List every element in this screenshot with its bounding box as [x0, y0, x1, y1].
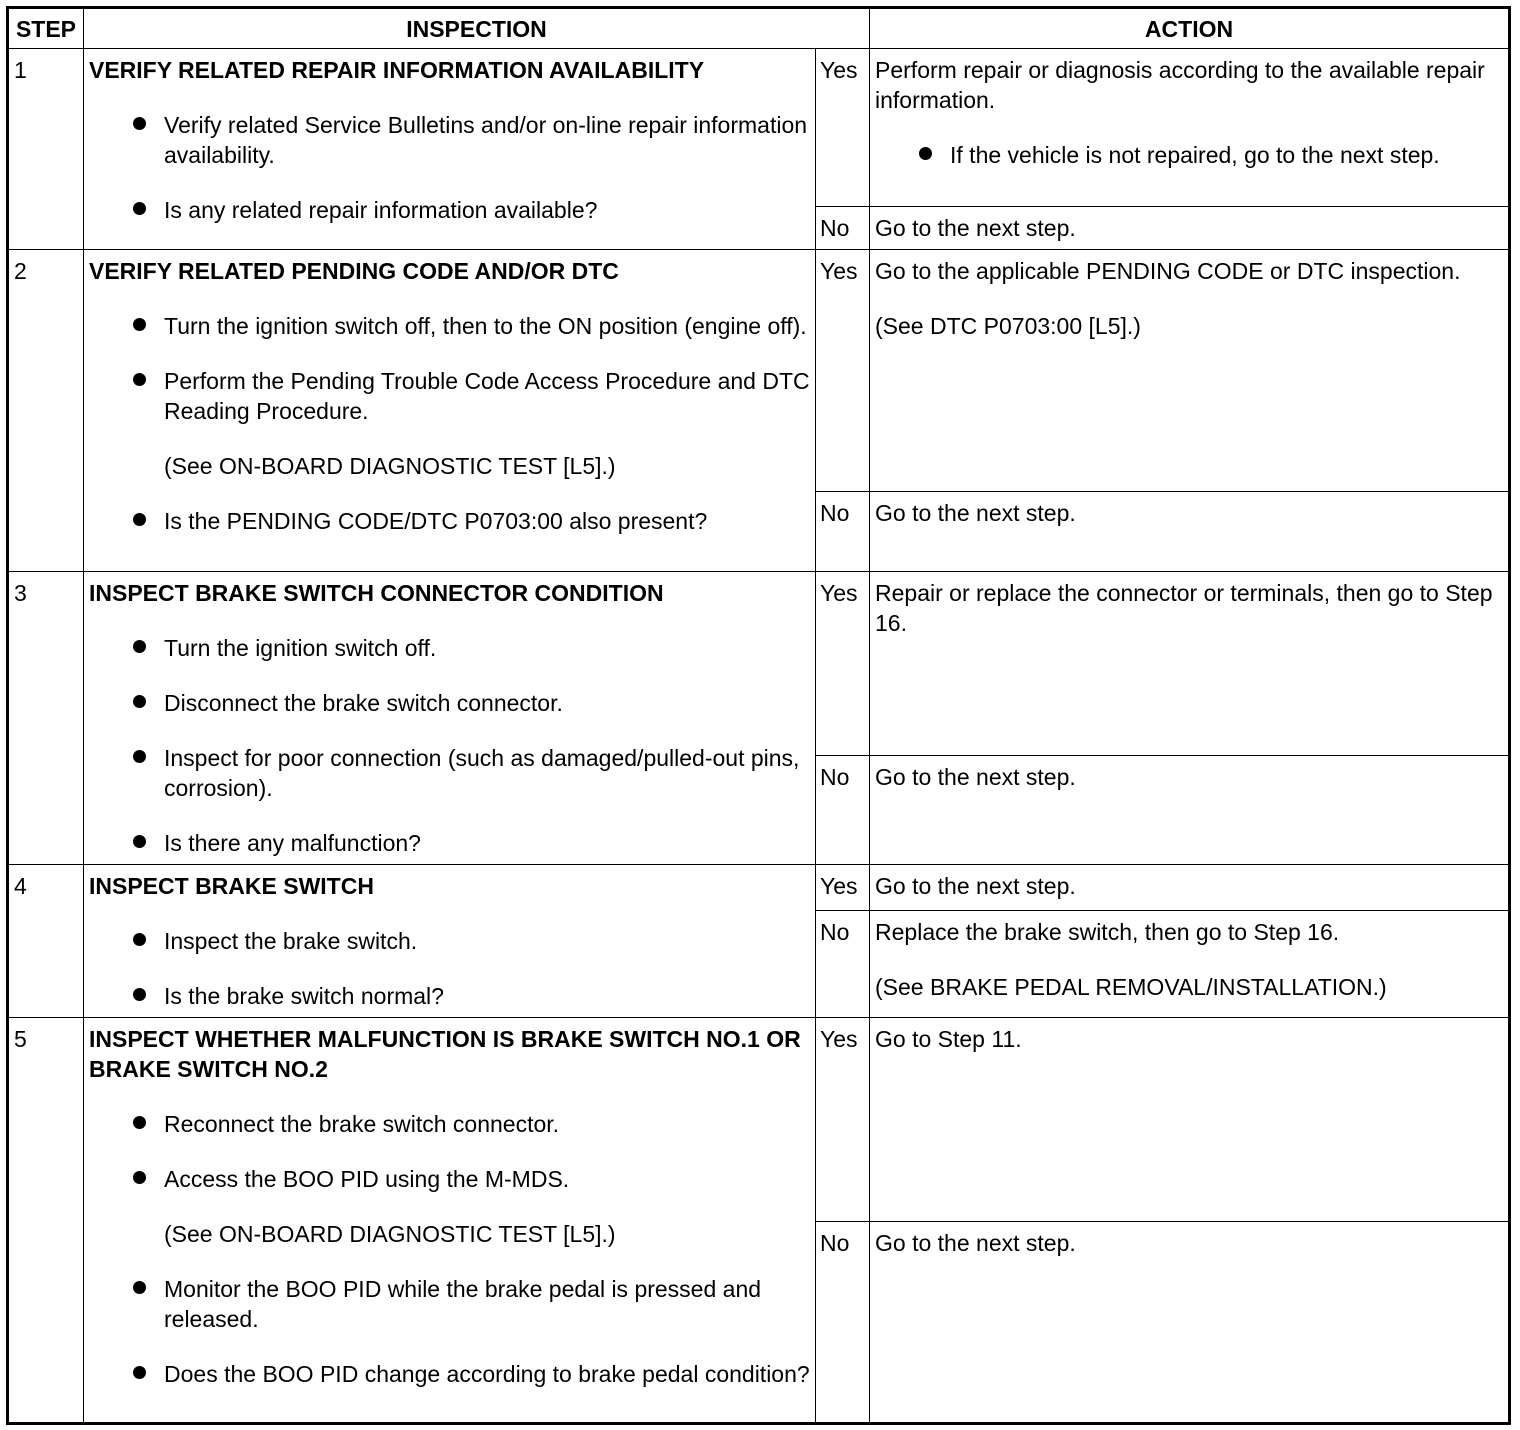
- bullet-item: Turn the ignition switch off, then to the ON position (engine off).: [89, 311, 810, 341]
- no-label: No: [816, 756, 870, 865]
- bullet-item: Inspect the brake switch.: [89, 926, 810, 956]
- yes-label: Yes: [816, 865, 870, 911]
- step-title: INSPECT WHETHER MALFUNCTION IS BRAKE SWITCH NO.1 OR BRAKE SWITCH NO.2: [89, 1026, 801, 1082]
- step-row: [8, 1018, 1510, 1222]
- bullet-item: Is the brake switch normal?: [89, 981, 810, 1011]
- bullet-item: Reconnect the brake switch connector.: [89, 1109, 810, 1139]
- no-action: Go to the next step.: [870, 207, 1510, 250]
- bullet-icon: [133, 373, 146, 386]
- bullet-list: [89, 311, 810, 536]
- bullet-item: Is the PENDING CODE/DTC P0703:00 also present?: [89, 506, 810, 536]
- bullet-item: Disconnect the brake switch connector.: [89, 688, 810, 718]
- bullet-icon: [133, 835, 146, 848]
- inspection-cell: [84, 865, 816, 1018]
- step-number: 4: [8, 865, 84, 1018]
- reference-note: (See DTC P0703:00 [L5].): [875, 313, 1141, 339]
- inspection-cell: [84, 49, 816, 250]
- step-row: [8, 865, 1510, 911]
- no-label: No: [816, 1222, 870, 1424]
- inspection-cell: [84, 250, 816, 572]
- yes-action: Repair or replace the connector or terminals, then go to Step 16.: [870, 572, 1510, 756]
- bullet-item: Access the BOO PID using the M-MDS. (See ON-BOARD DIAGNOSTIC TEST [L5].): [89, 1164, 810, 1249]
- yes-action: Go to the next step.: [870, 865, 1510, 911]
- step-row: [8, 250, 1510, 492]
- bullet-list: [89, 633, 810, 858]
- diagnostic-table: [6, 6, 1511, 1425]
- bullet-icon: [133, 695, 146, 708]
- bullet-icon: [133, 202, 146, 215]
- bullet-item: Turn the ignition switch off.: [89, 633, 810, 663]
- reference-note: (See ON-BOARD DIAGNOSTIC TEST [L5].): [164, 1221, 616, 1247]
- bullet-icon: [133, 1366, 146, 1379]
- header-inspection: INSPECTION: [84, 8, 870, 49]
- bullet-icon: [133, 513, 146, 526]
- bullet-list: [89, 926, 810, 1011]
- bullet-list: [89, 1109, 810, 1389]
- yes-label: Yes: [816, 250, 870, 492]
- step-title: INSPECT BRAKE SWITCH CONNECTOR CONDITION: [89, 580, 664, 606]
- bullet-icon: [133, 640, 146, 653]
- yes-label: Yes: [816, 572, 870, 756]
- bullet-item: Perform the Pending Trouble Code Access Procedure and DTC Reading Procedure. (See ON-BOARD DIAGNOSTIC TEST [L5].): [89, 366, 810, 481]
- step-number: 1: [8, 49, 84, 250]
- bullet-icon: [133, 750, 146, 763]
- bullet-icon: [133, 1171, 146, 1184]
- reference-note: (See BRAKE PEDAL REMOVAL/INSTALLATION.): [875, 974, 1387, 1001]
- action-bullet-list: [875, 140, 1503, 170]
- no-action: Replace the brake switch, then go to Step 16. (See BRAKE PEDAL REMOVAL/INSTALLATION.): [870, 911, 1510, 1018]
- bullet-item: Verify related Service Bulletins and/or on-line repair information availability.: [89, 110, 810, 170]
- step-number: 2: [8, 250, 84, 572]
- yes-action: Go to Step 11.: [870, 1018, 1510, 1222]
- bullet-item: Is any related repair information available?: [89, 195, 810, 225]
- bullet-item: Is there any malfunction?: [89, 828, 810, 858]
- bullet-icon: [133, 1281, 146, 1294]
- bullet-item: Does the BOO PID change according to brake pedal condition?: [89, 1359, 810, 1389]
- no-label: No: [816, 492, 870, 572]
- bullet-item: Inspect for poor connection (such as damaged/pulled-out pins, corrosion).: [89, 743, 810, 803]
- no-action: Go to the next step.: [870, 1222, 1510, 1424]
- step-title: VERIFY RELATED PENDING CODE AND/OR DTC: [89, 258, 619, 284]
- step-number: 3: [8, 572, 84, 865]
- bullet-icon: [133, 988, 146, 1001]
- bullet-icon: [133, 1116, 146, 1129]
- step-row: [8, 572, 1510, 756]
- step-title: INSPECT BRAKE SWITCH: [89, 873, 374, 899]
- inspection-cell: [84, 1018, 816, 1424]
- bullet-icon: [133, 117, 146, 130]
- step-number: 5: [8, 1018, 84, 1424]
- yes-label: Yes: [816, 49, 870, 207]
- bullet-icon: [133, 318, 146, 331]
- no-label: No: [816, 207, 870, 250]
- no-label: No: [816, 911, 870, 1018]
- header-step: STEP: [8, 8, 84, 49]
- bullet-icon: [919, 147, 932, 160]
- yes-action: Go to the applicable PENDING CODE or DTC inspection. (See DTC P0703:00 [L5].): [870, 250, 1510, 492]
- bullet-list: [89, 110, 810, 225]
- no-action: Go to the next step.: [870, 756, 1510, 865]
- step-row: [8, 49, 1510, 207]
- bullet-icon: [133, 933, 146, 946]
- no-action: Go to the next step.: [870, 492, 1510, 572]
- bullet-item: If the vehicle is not repaired, go to the next step.: [875, 140, 1503, 170]
- header-action: ACTION: [870, 8, 1510, 49]
- yes-label: Yes: [816, 1018, 870, 1222]
- yes-action: Perform repair or diagnosis according to the available repair information. If the vehicle is not repaired, go to the next step.: [870, 49, 1510, 207]
- header-row: [8, 8, 1510, 49]
- reference-note: (See ON-BOARD DIAGNOSTIC TEST [L5].): [164, 453, 616, 479]
- bullet-item: Monitor the BOO PID while the brake pedal is pressed and released.: [89, 1274, 810, 1334]
- inspection-cell: [84, 572, 816, 865]
- step-title: VERIFY RELATED REPAIR INFORMATION AVAILABILITY: [89, 57, 705, 83]
